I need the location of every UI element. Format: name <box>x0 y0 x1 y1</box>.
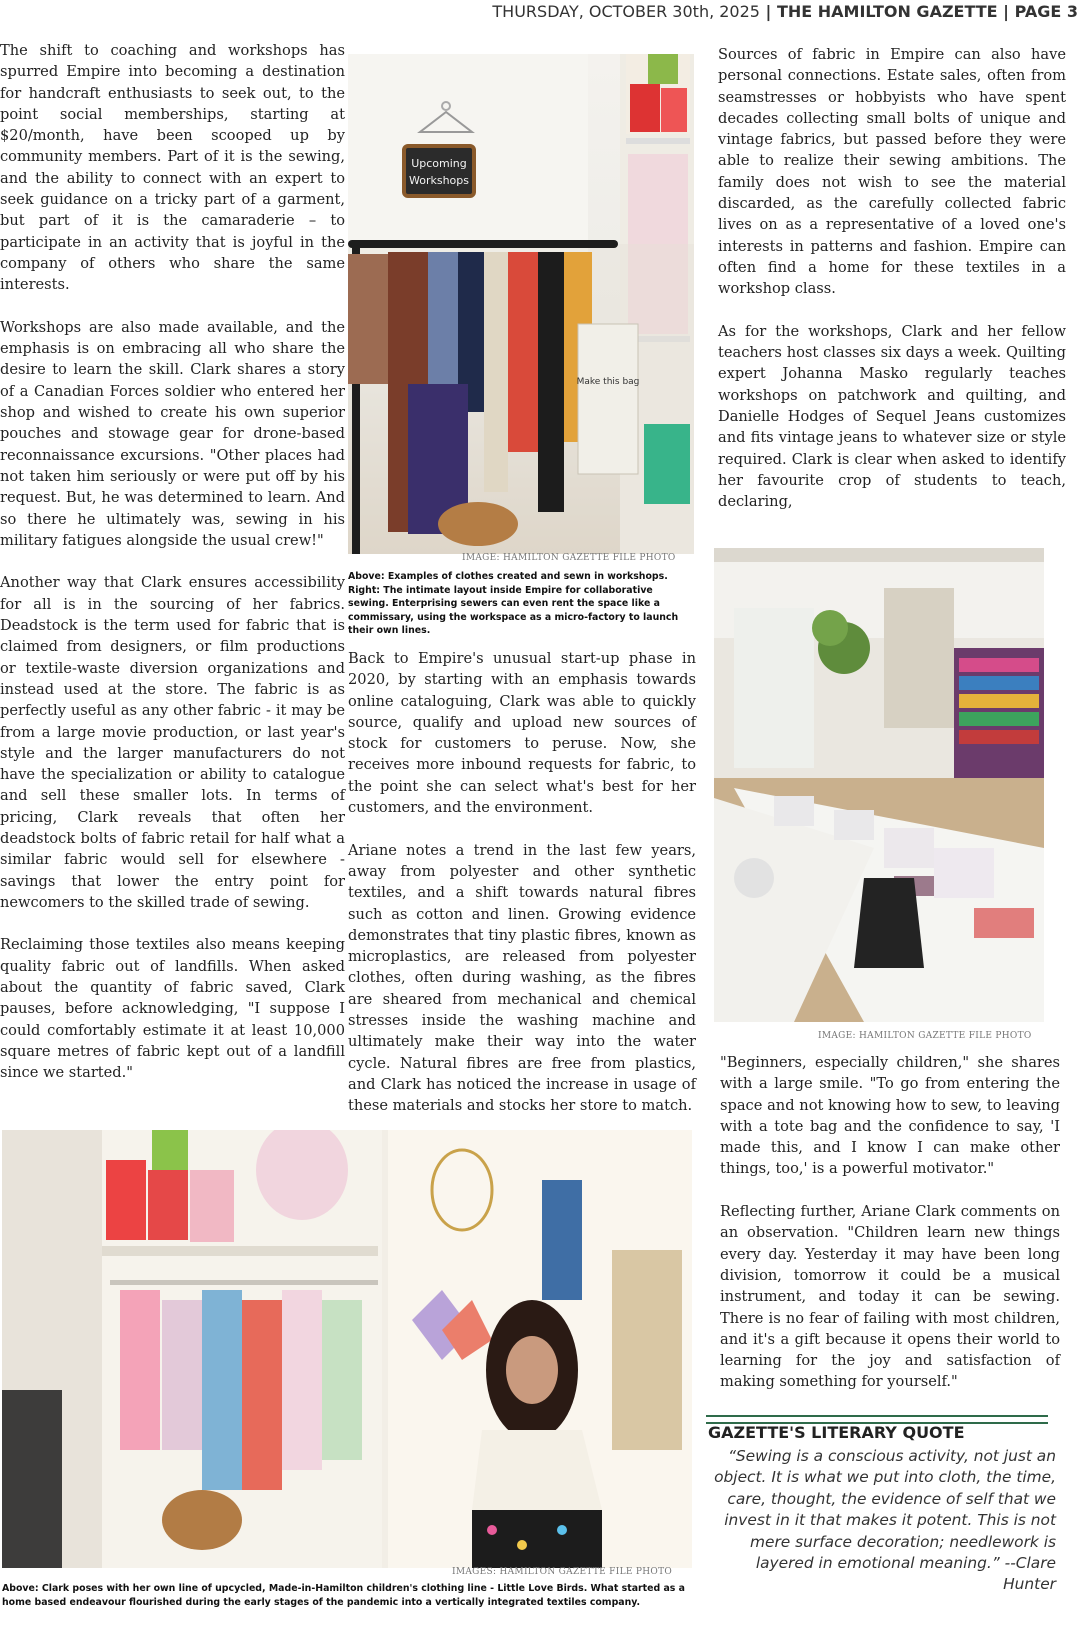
article-paragraph: As for the workshops, Clark and her fellow teachers host classes six days a week. Quilting expert Johanna Masko regularly teaches workshops on patchwork and quilting, and Danielle Hodges of Sequel Jeans customizes and fits vintage jeans to whatever size or style required. Clark is clear when asked to identify her favourite crop of students to teach, declaring, <box>718 322 1066 511</box>
photo-clark-portrait <box>2 1130 692 1568</box>
portrait-illustration <box>2 1130 692 1568</box>
article-column-left <box>0 40 345 1105</box>
article-paragraph: "Beginners, especially children," she shares with a large smile. "To go from entering the space and not knowing how to sew, to leaving with a tote bag and the confidence to say, 'I made this, and I know I can make other things, too,' is a powerful motivator." <box>720 1054 1060 1178</box>
sign-text-line2: Workshops <box>408 174 470 187</box>
header-separator: | <box>997 2 1015 21</box>
issue-date: THURSDAY, OCTOBER 30th, 2025 <box>492 2 760 21</box>
workshop-illustration <box>714 548 1044 1022</box>
literary-quote-heading: GAZETTE'S LITERARY QUOTE <box>708 1423 965 1442</box>
article-paragraph: Back to Empire's unusual start-up phase in 2020, by starting with an emphasis towards online cataloguing, Clark was able to quickly source, qualify and upload new sources of stock for customers to peruse. Now, she receives more inbound requests for fabric, to the point she can select what's best for her customers, and the environment. <box>348 650 696 817</box>
clothing-rack-illustration <box>348 54 694 554</box>
article-paragraph: The shift to coaching and workshops has spurred Empire into becoming a destination for handcraft enthusiasts to seek out, to the point social memberships, starting at $20/month, have been scooped up by community members. Part of it is the sewing, and the ability to connect with an expert to seek guidance on a tricky part of a garment, but part of it is the camaraderie – to participate in an activity that is joyful in the company of others who share the same interests. <box>0 42 345 294</box>
page-header <box>492 2 1078 21</box>
article-column-right-top <box>718 44 1066 534</box>
page-number: PAGE 3 <box>1014 2 1078 21</box>
header-separator: | <box>759 2 777 21</box>
photo-caption: Above: Examples of clothes created and sewn in workshops. Right: The intimate layout inside Empire for collaborative sewing. Enterprising sewers can even rent the space like a commissary, using the workspace as a micro-factory to launch their own lines. <box>348 571 679 636</box>
tote-bag-text: Make this bag <box>576 377 640 387</box>
photo-workshop-interior <box>714 548 1044 1022</box>
article-paragraph: Ariane notes a trend in the last few years, away from polyester and other synthetic textiles, and a shift towards natural fibres such as cotton and linen. Growing evidence demonstrates that tiny plastic fibres, known as microplastics, are released from polyester clothes, often during washing, as the fibres are sheared from mechanical and chemical stresses inside the washing machine and ultimately make their way into the water cycle. Natural fibres are free from plastics, and Clark has noticed the increase in usage of these materials and stocks her store to match. <box>348 841 696 1115</box>
article-paragraph: Sources of fabric in Empire can also have personal connections. Estate sales, often from seamstresses or hobbyists who have spent decades collecting small bolts of unique and vintage fabrics, but passed before they were able to realize their sewing ambitions. The family does not wish to see the material discarded, as the carefully collected fabric lives on as a representative of a loved one's interests in patterns and fashion. Empire can often find a home for these textiles in a workshop class. <box>718 46 1066 298</box>
photo-credit: IMAGES: HAMILTON GAZETTE FILE PHOTO <box>452 1567 673 1577</box>
article-paragraph: Another way that Clark ensures accessibility for all is in the sourcing of her fabrics. Deadstock is the term used for fabric that is claimed from designers, or film productions or textile-waste diversion organizations and instead used at the store. The fabric is as perfectly useful as any other fabric - it may be from a large movie production, or last year's style and the larger manufacturers do not have the specialization or ability to catalogue and sell these smaller lots. In terms of pricing, Clark reveals that often her deadstock bolts of fabric retail for half what a similar fabric would sell for elsewhere - savings that lower the entry point for newcomers to the skilled trade of sewing. <box>0 574 345 911</box>
photo-credit: IMAGE: HAMILTON GAZETTE FILE PHOTO <box>462 553 676 563</box>
photo-caption: Above: Clark poses with her own line of upcycled, Made-in-Hamilton children's clothing line - Little Love Birds. What started as a home based endeavour flourished during the early stages of the pandemic into a vertically integrated textiles company. <box>2 1583 685 1608</box>
article-paragraph: Workshops are also made available, and the emphasis is on embracing all who share the desire to learn the skill. Clark shares a story of a Canadian Forces soldier who entered her shop and wished to create his own superior pouches and stowage gear for drone-based reconnaissance excursions. "Other places had not taken him seriously or were put off by his request. But, he was determined to learn. And so there he ultimately was, sewing in his military fatigues alongside the usual crew!" <box>0 318 345 549</box>
article-column-middle <box>348 648 696 1138</box>
literary-quote-text: “Sewing is a conscious activity, not just an object. It is what we put into cloth, the time, care, thought, the evidence of self that we invest in it that makes it potent. This is not mere surface decoration; needlework is layered in emotional meaning.” --Clare Hunter <box>714 1447 1056 1594</box>
sign-text-line1: Upcoming <box>411 157 467 170</box>
article-paragraph: Reflecting further, Ariane Clark comments on an observation. "Children learn new things every day. Yesterday it may have been long division, tomorrow it could be a musical instrument, and today it can be sewing. There is no fear of failing with most children, and it's a gift because it opens their world to learning for the joy and satisfaction of making something for yourself." <box>720 1203 1060 1391</box>
article-column-right-bottom <box>720 1052 1060 1414</box>
newspaper-name: THE HAMILTON GAZETTE <box>776 2 998 21</box>
photo-clothing-rack <box>348 54 694 554</box>
photo-credit: IMAGE: HAMILTON GAZETTE FILE PHOTO <box>818 1031 1032 1041</box>
article-paragraph: Reclaiming those textiles also means keeping quality fabric out of landfills. When asked about the quantity of fabric saved, Clark pauses, before acknowledging, "I suppose I could comfortably estimate it at least 10,000 square metres of fabric kept out of a landfill since we started." <box>0 936 345 1082</box>
